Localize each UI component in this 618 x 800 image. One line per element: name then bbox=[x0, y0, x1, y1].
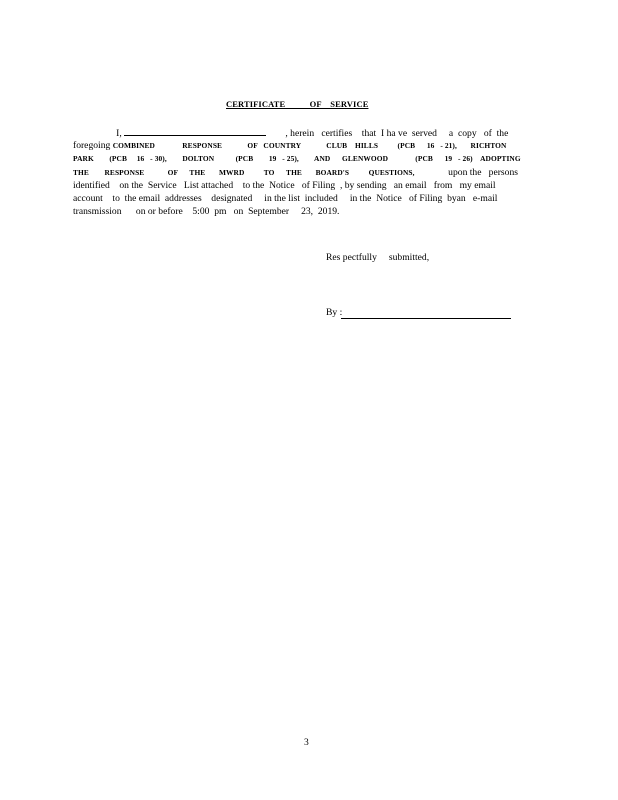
name-blank-line bbox=[124, 126, 266, 136]
line1-suffix: , herein certifies that I ha ve served a copy of the bbox=[266, 128, 509, 139]
body-line-1 bbox=[73, 126, 543, 139]
body-line-6 bbox=[73, 192, 543, 205]
body-line-5 bbox=[73, 179, 543, 192]
line6-text: account to the email addresses designated in the list included in the Notice of Filing byan e-mail bbox=[73, 192, 498, 204]
document-title: CERTIFICATE OF SERVICE bbox=[226, 99, 369, 109]
body-line-2 bbox=[73, 139, 543, 152]
line2-caps: COMBINED RESPONSE OF COUNTRY CLUB HILLS (PCB 16 - 21), RICHTON bbox=[112, 141, 507, 151]
line3-caps: PARK (PCB 16 - 30), DOLTON (PCB 19 - 25), AND GLENWOOD (PCB 19 - 26) ADOPTING bbox=[73, 154, 521, 164]
by-label: By : bbox=[326, 307, 343, 318]
line4-text: upon the persons bbox=[414, 166, 518, 178]
line4-caps: THE RESPONSE OF THE MWRD TO THE BOARD'S QUESTIONS, bbox=[73, 167, 415, 177]
line2-text: foregoing bbox=[73, 140, 113, 152]
signature-line bbox=[341, 318, 511, 319]
closing-text: Res pectfully submitted, bbox=[326, 252, 430, 263]
line7-text: transmission on or before 5:00 pm on September 23, 2019. bbox=[73, 206, 340, 218]
body-line-4 bbox=[73, 166, 543, 179]
line5-text: identified on the Service List attached to the Notice of Filing , by sending an email from my email bbox=[73, 179, 496, 191]
page-number: 3 bbox=[304, 737, 309, 748]
line1-prefix: I, bbox=[116, 128, 125, 139]
body-line-7 bbox=[73, 205, 543, 218]
certificate-body bbox=[73, 126, 543, 218]
body-line-3 bbox=[73, 152, 543, 165]
